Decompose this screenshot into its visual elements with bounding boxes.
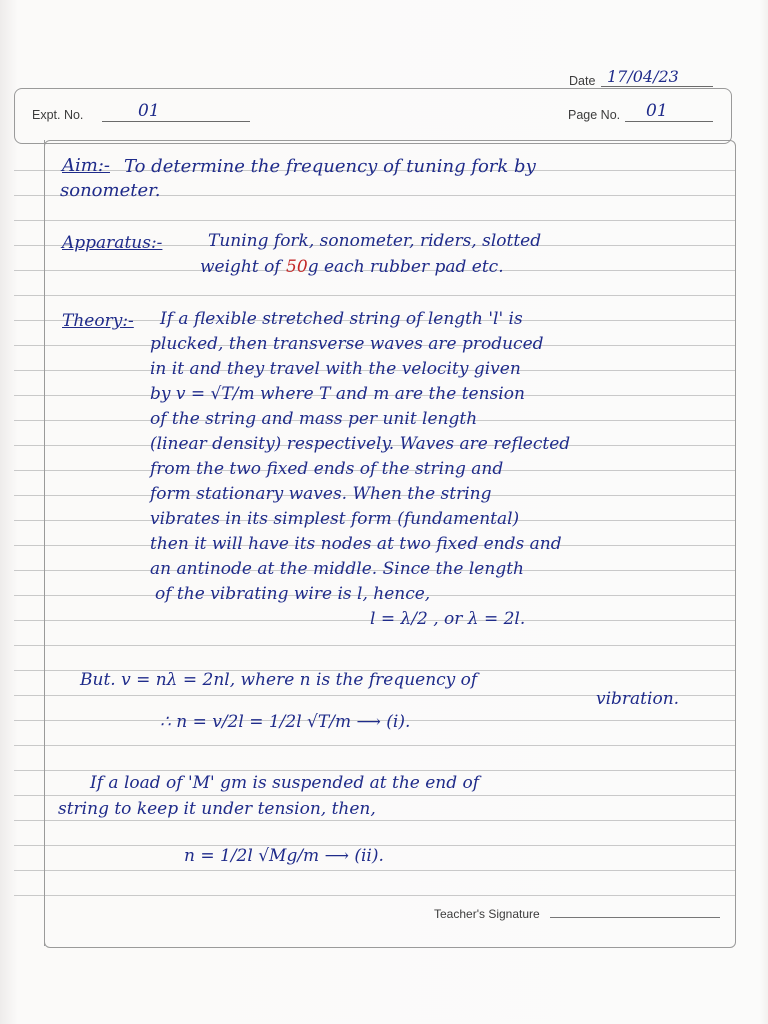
equation-1: ∴ n = v/2l = 1/2l √T/m ⟶ (i). xyxy=(160,712,411,732)
page-no-value: 01 xyxy=(646,101,668,121)
apparatus-label: Apparatus:- xyxy=(62,233,163,253)
theory-line-3: in it and they travel with the velocity given xyxy=(150,359,521,379)
equation-2: n = 1/2l √Mg/m ⟶ (ii). xyxy=(184,846,384,866)
aim-line-2: sonometer. xyxy=(60,180,161,201)
margin-line xyxy=(44,140,45,946)
theory-line-8: form stationary waves. When the string xyxy=(150,484,492,504)
theory-line-7: from the two fixed ends of the string and xyxy=(150,459,504,479)
aim-label: Aim:- xyxy=(62,155,110,176)
apparatus-line-2-start: weight of xyxy=(200,257,287,277)
header-box xyxy=(14,88,732,144)
expt-no-label: Expt. No. xyxy=(32,108,84,122)
load-line-2: string to keep it under tension, then, xyxy=(58,799,376,819)
load-line-1: If a load of 'M' gm is suspended at the end of xyxy=(90,773,480,793)
expt-no-value: 01 xyxy=(138,101,160,121)
theory-line-2: plucked, then transverse waves are produced xyxy=(150,334,544,354)
date-line xyxy=(601,86,713,87)
theory-line-10: then it will have its nodes at two fixed ends and xyxy=(150,534,562,554)
but-line-1: But. v = nλ = 2nl, where n is the frequency of xyxy=(80,670,478,690)
signature-line xyxy=(550,917,720,918)
theory-line-9: vibrates in its simplest form (fundamental) xyxy=(150,509,520,529)
apparatus-line-2-end: g each rubber pad etc. xyxy=(307,257,504,277)
apparatus-line-2 xyxy=(200,257,504,277)
theory-label: Theory:- xyxy=(62,311,134,331)
page-no-line xyxy=(625,121,713,122)
theory-line-13: l = λ/2 , or λ = 2l. xyxy=(370,609,526,629)
theory-line-4: by v = √T/m where T and m are the tension xyxy=(150,384,525,404)
apparatus-line-1: Tuning fork, sonometer, riders, slotted xyxy=(208,231,542,251)
theory-line-6: (linear density) respectively. Waves are reflected xyxy=(150,434,571,454)
theory-line-12: of the vibrating wire is l, hence, xyxy=(155,584,431,604)
page-no-label: Page No. xyxy=(568,108,621,122)
date-label: Date xyxy=(569,74,596,88)
date-value: 17/04/23 xyxy=(607,67,679,86)
but-line-2: vibration. xyxy=(596,689,680,709)
teachers-signature-label: Teacher's Signature xyxy=(434,907,540,921)
theory-line-5: of the string and mass per unit length xyxy=(150,409,478,429)
aim-line-1: To determine the frequency of tuning fork by xyxy=(124,156,536,177)
theory-line-1: If a flexible stretched string of length 'l' is xyxy=(160,309,523,329)
theory-line-11: an antinode at the middle. Since the length xyxy=(150,559,524,579)
apparatus-weight-value: 50 xyxy=(286,257,308,277)
expt-no-line xyxy=(102,121,250,122)
